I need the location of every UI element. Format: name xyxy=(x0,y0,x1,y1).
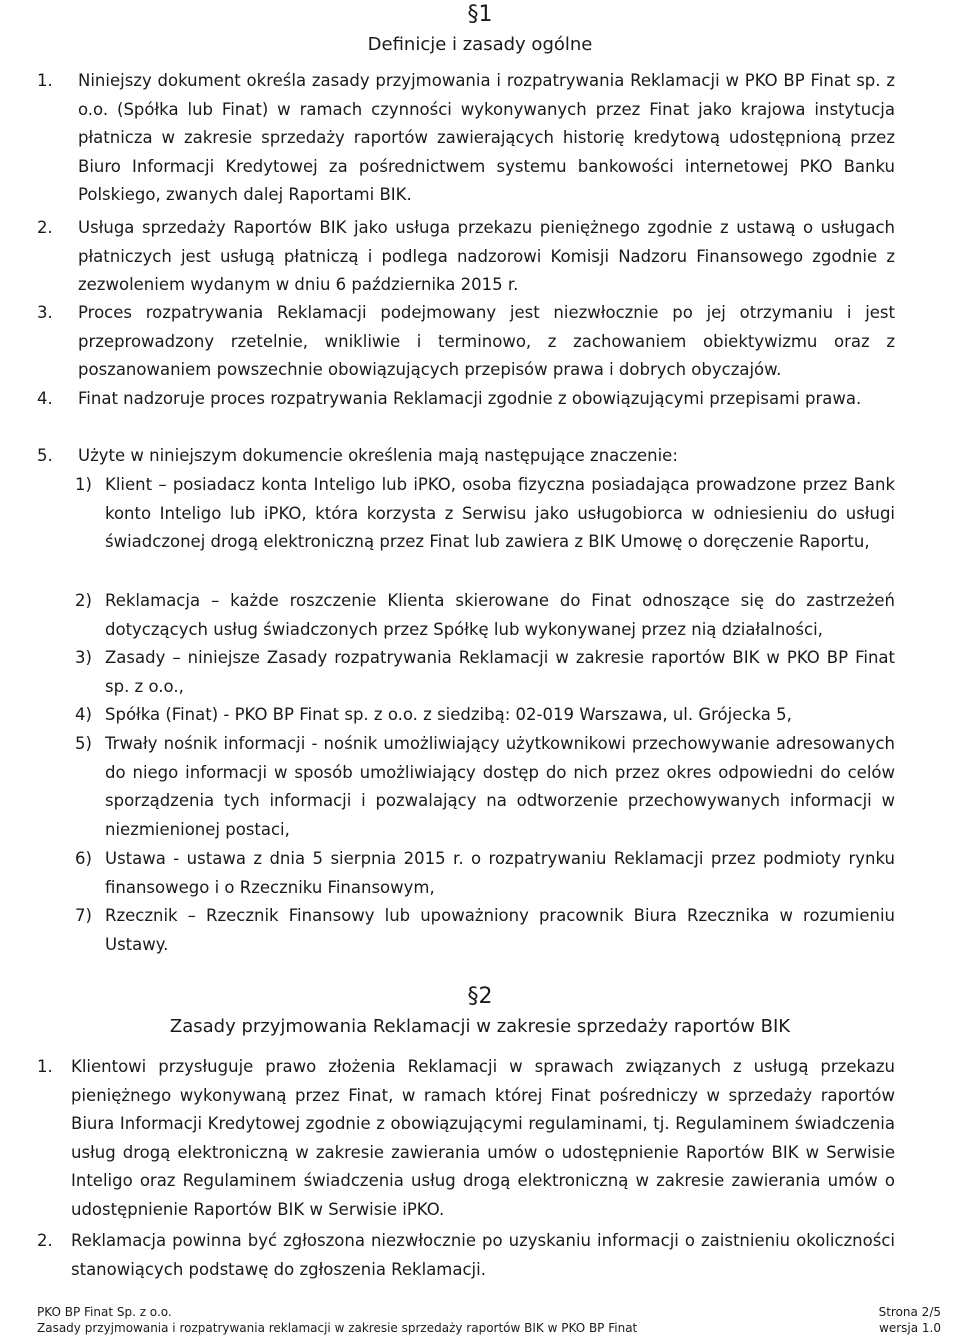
section-1-item: 5. Użyte w niniejszym dokumencie określenia mają następujące znaczenie: xyxy=(37,446,678,465)
footer-page-number: Strona 2/5 xyxy=(878,1305,941,1319)
section-1-heading xyxy=(0,4,960,57)
section-2-heading xyxy=(0,986,960,1039)
section-2-item: 1. Klientowi przysługuje prawo złożenia Reklamacji w sprawach związanych z usługą przekazu pieniężnego wykonywaną przez Finat, w ramach której Finat pośredniczy w sprzedaży raportów Biura Informacji Kredytowej zgodnie z obowiązującymi regulaminami, tj. Regulaminem świadczenia usług drogą elektroniczną w zakresie zawierania umów o udostępnienie Raportów BIK w Serwisie Inteligo oraz Regulaminem świadczenia usług drogą elektroniczną w zakresie zawierania umów o udostępnienie Raportów BIK w Serwisie iPKO. xyxy=(37,1057,895,1219)
definition-item: 7) Rzecznik – Rzecznik Finansowy lub upoważniony pracownik Biura Rzecznika w rozumieniu Ustawy. xyxy=(75,906,895,954)
footer-line-2 xyxy=(37,1321,941,1336)
section-1-number: §1 xyxy=(467,2,493,27)
section-1-item: 4. Finat nadzoruje proces rozpatrywania Reklamacji zgodnie z obowiązującymi przepisami prawa. xyxy=(37,389,862,408)
definition-item: 2) Reklamacja – każde roszczenie Klienta skierowane do Finat odnoszące się do zastrzeżeń dotyczących usług świadczonych przez Spółkę lub wykonywanej przez nią działalności, xyxy=(75,591,895,639)
footer-document-title: Zasady przyjmowania i rozpatrywania reklamacji w zakresie sprzedaży raportów BIK w PKO BP Finat xyxy=(37,1321,638,1335)
section-2-title: Zasady przyjmowania Reklamacji w zakresie sprzedaży raportów BIK xyxy=(169,1016,791,1037)
footer-line-1 xyxy=(37,1305,941,1320)
section-2-number: §2 xyxy=(467,984,493,1009)
footer-version: wersja 1.0 xyxy=(879,1321,941,1335)
definition-item: 1) Klient – posiadacz konta Inteligo lub iPKO, osoba fizyczna posiadająca prowadzone przez Bank konto Inteligo lub iPKO, która korzysta z Serwisu jako usługobiorca w odniesieniu do usługi świadczonej drogą elektroniczną przez Finat lub zawiera z BIK Umowę o doręczenie Raportu, xyxy=(75,475,895,552)
section-1-item: 1. Niniejszy dokument określa zasady przyjmowania i rozpatrywania Reklamacji w PKO BP Finat sp. z o.o. (Spółka lub Finat) w ramach czynności wykonywanych przez Finat jako krajowa instytucja płatnicza w zakresie sprzedaży raportów zawierających historię kredytową udostępnioną przez Biuro Informacji Kredytowej za pośrednictwem systemu bankowości internetowej PKO Banku Polskiego, zwanych dalej Raportami BIK. xyxy=(37,71,895,205)
section-1-item: 2. Usługa sprzedaży Raportów BIK jako usługa przekazu pieniężnego zgodnie z ustawą o usługach płatniczych jest usługą płatniczą i podlega nadzorowi Komisji Nadzoru Finansowego zgodnie z zezwoleniem wydanym w dniu 6 października 2015 r. xyxy=(37,218,895,295)
footer-company: PKO BP Finat Sp. z o.o. xyxy=(37,1305,172,1319)
definition-item: 5) Trwały nośnik informacji - nośnik umożliwiający użytkownikowi przechowywanie adresowanych do niego informacji w sposób umożliwiający dostęp do nich przez okres odpowiedni do celów sporządzenia tych informacji i pozwalający na odtworzenie przechowywanych informacji w niezmienionej postaci, xyxy=(75,734,895,839)
section-2-item: 2. Reklamacja powinna być zgłoszona niezwłocznie po uzyskaniu informacji o zaistnieniu okoliczności stanowiących podstawę do zgłoszenia Reklamacji. xyxy=(37,1231,895,1279)
section-1-item: 3. Proces rozpatrywania Reklamacji podejmowany jest niezwłocznie po jej otrzymaniu i jest przeprowadzony rzetelnie, wnikliwie i terminowo, z zachowaniem obiektywizmu oraz z poszanowaniem powszechnie obowiązujących przepisów prawa i dobrych obyczajów. xyxy=(37,303,895,380)
section-1-title: Definicje i zasady ogólne xyxy=(367,34,593,55)
definition-item: 6) Ustawa - ustawa z dnia 5 sierpnia 2015 r. o rozpatrywaniu Reklamacji przez podmioty rynku finansowego i o Rzeczniku Finansowym, xyxy=(75,849,895,897)
definition-item: 3) Zasady – niniejsze Zasady rozpatrywania Reklamacji w zakresie raportów BIK w PKO BP Finat sp. z o.o., xyxy=(75,648,895,696)
definition-item: 4) Spółka (Finat) - PKO BP Finat sp. z o.o. z siedzibą: 02-019 Warszawa, ul. Grójecka 5, xyxy=(75,705,792,724)
